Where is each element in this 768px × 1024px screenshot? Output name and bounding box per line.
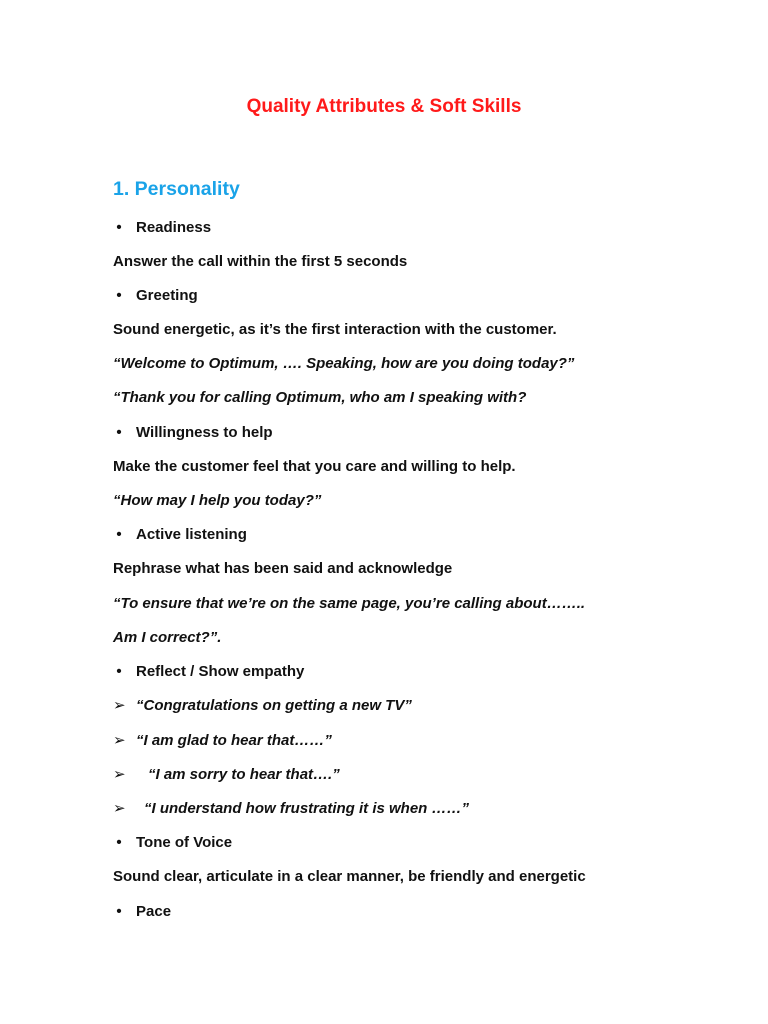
bullet-marker: • xyxy=(116,903,122,920)
bullet-label: Reflect / Show empathy xyxy=(136,663,305,680)
bullet-label: Greeting xyxy=(136,287,198,304)
arrow-bullet-icon: ➢ xyxy=(113,732,126,749)
body-text: Sound energetic, as it’s the first interaction with the customer. xyxy=(113,321,557,338)
bullet-label: Readiness xyxy=(136,219,212,236)
bullet-label: Active listening xyxy=(136,526,247,543)
bullet-label: Pace xyxy=(136,903,172,920)
body-text: Rephrase what has been said and acknowledge xyxy=(113,560,453,577)
section-heading-personality: 1. Personality xyxy=(113,178,240,200)
bullet-label: Willingness to help xyxy=(136,424,273,441)
arrow-item-text: “Congratulations on getting a new TV” xyxy=(136,697,412,714)
arrow-item-text: “I am glad to hear that……” xyxy=(136,732,332,749)
arrow-bullet-icon: ➢ xyxy=(113,800,126,817)
quote-text: “To ensure that we’re on the same page, you’re calling about…….. xyxy=(113,595,586,612)
bullet-marker: • xyxy=(116,287,122,304)
arrow-bullet-icon: ➢ xyxy=(113,697,126,714)
quote-text: “How may I help you today?” xyxy=(113,492,322,509)
body-text: Make the customer feel that you care and willing to help. xyxy=(113,458,516,475)
quote-text: Am I correct?”. xyxy=(113,629,222,646)
arrow-bullet-icon: ➢ xyxy=(113,766,126,783)
body-text: Sound clear, articulate in a clear manner, be friendly and energetic xyxy=(113,868,586,885)
bullet-marker: • xyxy=(116,663,122,680)
bullet-marker: • xyxy=(116,526,122,543)
arrow-item-text: “I understand how frustrating it is when ……” xyxy=(144,800,470,817)
bullet-marker: • xyxy=(116,424,122,441)
quote-text: “Thank you for calling Optimum, who am I speaking with? xyxy=(113,389,527,406)
document-title: Quality Attributes & Soft Skills xyxy=(246,96,522,117)
quote-text: “Welcome to Optimum, …. Speaking, how are you doing today?” xyxy=(113,355,575,372)
arrow-item-text: “I am sorry to hear that….” xyxy=(148,766,340,783)
bullet-marker: • xyxy=(116,219,122,236)
bullet-marker: • xyxy=(116,834,122,851)
bullet-label: Tone of Voice xyxy=(136,834,233,851)
body-text: Answer the call within the first 5 seconds xyxy=(113,253,408,270)
